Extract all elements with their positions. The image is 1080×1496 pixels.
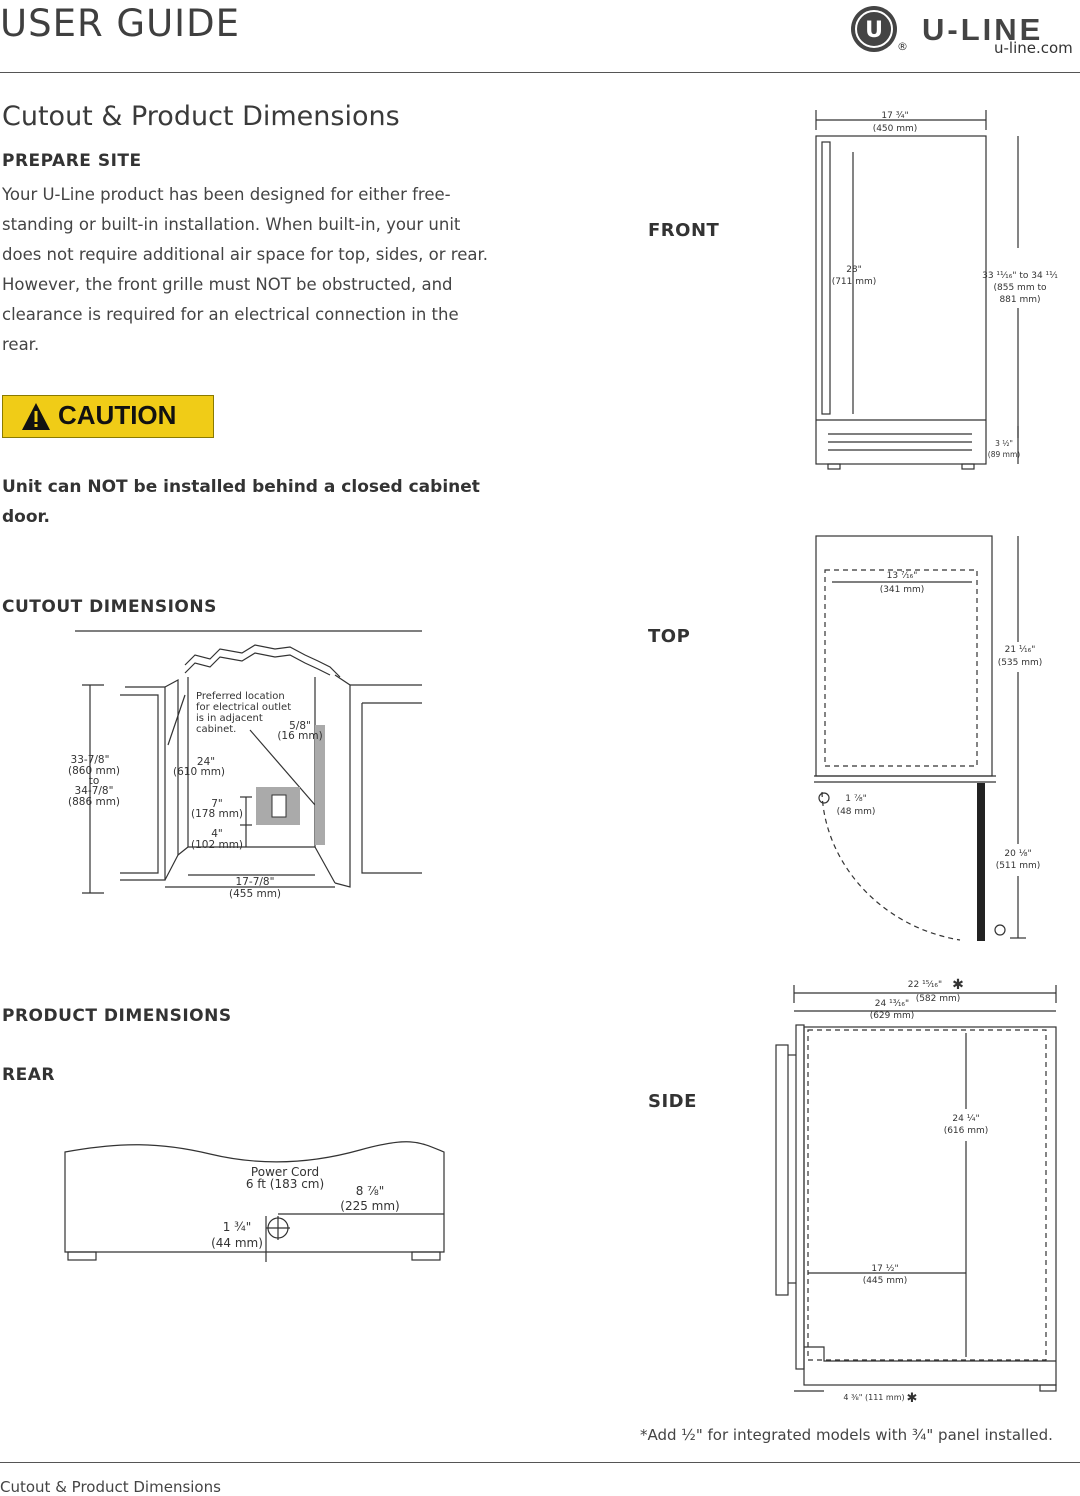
rear-side-1: 8 ⅞" bbox=[355, 1184, 385, 1198]
top-inner-2: (341 mm) bbox=[879, 585, 925, 595]
prepare-site-body: Your U-Line product has been designed for either free-standing or built-in installation. When built-in, your unit does not require additional air space for top, sides, or rear. However, the front grille must NOT be obstructed, and clearance is required for an electrical connection in the rear. bbox=[2, 185, 488, 354]
side-h1-1: 24 ¼" bbox=[952, 1114, 980, 1124]
cutout-h4-2: (102 mm) bbox=[190, 839, 244, 851]
side-bottom-star: ✱ bbox=[906, 1391, 918, 1405]
side-bottom: 4 ⅜" (111 mm) bbox=[843, 1393, 905, 1402]
top-door-2: (48 mm) bbox=[836, 807, 876, 817]
top-diagram bbox=[810, 532, 1080, 947]
cutout-height-5: (886 mm) bbox=[67, 796, 121, 808]
side-diagram bbox=[770, 975, 1070, 1405]
page-header-title: USER GUIDE bbox=[0, 2, 240, 45]
side-d2-1: 24 ¹³⁄₁₆" bbox=[874, 999, 910, 1009]
front-width-1: 17 ¾" bbox=[881, 111, 909, 121]
brand-name: U-LINE bbox=[922, 12, 1044, 47]
warning-text: Unit can NOT be installed behind a closed cabinet door. bbox=[2, 477, 480, 527]
footer-text: Cutout & Product Dimensions bbox=[0, 1478, 221, 1496]
top-swing-1: 20 ⅛" bbox=[1004, 849, 1032, 859]
cutout-depth-1: 24" bbox=[196, 756, 216, 768]
top-depth-2: (535 mm) bbox=[997, 658, 1043, 668]
front-height-1: 33 ¹¹⁄₁₆" to 34 ¹¹⁄₁ bbox=[982, 271, 1058, 281]
side-d1-star: ✱ bbox=[952, 977, 964, 993]
rear-heading: REAR bbox=[2, 1065, 55, 1085]
registered-mark: ® bbox=[897, 40, 908, 53]
front-grille-2: (89 mm) bbox=[987, 450, 1021, 459]
product-dimensions-heading: PRODUCT DIMENSIONS bbox=[2, 1006, 232, 1026]
front-height-3: 881 mm) bbox=[999, 295, 1041, 305]
brand-url[interactable]: u-line.com bbox=[994, 39, 1073, 57]
section-title: Cutout & Product Dimensions bbox=[2, 101, 400, 132]
rear-height-2: (44 mm) bbox=[211, 1236, 263, 1250]
cutout-inset-2: (16 mm) bbox=[277, 730, 323, 742]
front-height-2: (855 mm to bbox=[993, 283, 1047, 293]
cutout-heading: CUTOUT DIMENSIONS bbox=[2, 597, 217, 617]
top-swing-2: (511 mm) bbox=[995, 861, 1041, 871]
cutout-inset-1: 5/8" bbox=[289, 720, 311, 732]
rear-diagram bbox=[60, 1140, 450, 1270]
logo-letter: U bbox=[865, 18, 883, 43]
cutout-height-1: 33-7/8" bbox=[70, 754, 110, 766]
side-d2-2: (629 mm) bbox=[869, 1011, 915, 1021]
top-view-label: TOP bbox=[648, 626, 691, 647]
prepare-site-heading: PREPARE SITE bbox=[2, 151, 142, 171]
cutout-h4-1: 4" bbox=[211, 828, 223, 840]
side-d1-1: 22 ¹⁵⁄₁₆" bbox=[907, 980, 943, 990]
cutout-width-1: 17-7/8" bbox=[235, 876, 275, 888]
cutout-outlet-1: Preferred location bbox=[196, 691, 285, 702]
cutout-width-2: (455 mm) bbox=[228, 888, 282, 900]
front-grille-1: 3 ½" bbox=[995, 439, 1013, 448]
rear-cord-2: 6 ft (183 cm) bbox=[245, 1177, 325, 1191]
caution-label: CAUTION bbox=[58, 400, 177, 430]
cutout-diagram bbox=[60, 625, 440, 915]
rear-side-2: (225 mm) bbox=[340, 1199, 400, 1213]
side-h2-2: (445 mm) bbox=[862, 1276, 908, 1286]
cutout-height-4: 34-7/8" bbox=[74, 785, 114, 797]
caution-banner bbox=[2, 395, 214, 438]
front-handle-2: (711 mm) bbox=[831, 277, 877, 287]
footer-divider bbox=[0, 1462, 1080, 1463]
top-depth-1: 21 ¹⁄₁₆" bbox=[1004, 645, 1036, 655]
cutout-depth-2: (610 mm) bbox=[172, 766, 226, 778]
cutout-h7-1: 7" bbox=[211, 798, 223, 810]
u-line-logo-icon bbox=[849, 4, 899, 54]
cutout-height-3: to bbox=[88, 775, 100, 787]
side-d1-2: (582 mm) bbox=[915, 994, 961, 1004]
cutout-h7-2: (178 mm) bbox=[190, 808, 244, 820]
header-divider bbox=[0, 72, 1080, 73]
side-h1-2: (616 mm) bbox=[943, 1126, 989, 1136]
side-h2-1: 17 ½" bbox=[871, 1264, 899, 1274]
top-door-1: 1 ⅞" bbox=[845, 794, 867, 804]
side-view-label: SIDE bbox=[648, 1091, 697, 1112]
front-width-2: (450 mm) bbox=[872, 124, 918, 134]
integrated-models-note: *Add ½" for integrated models with ¾" panel installed. bbox=[640, 1426, 1053, 1444]
rear-height-1: 1 ¾" bbox=[222, 1220, 252, 1234]
rear-cord-1: Power Cord bbox=[250, 1165, 320, 1179]
cutout-outlet-4: cabinet. bbox=[196, 724, 237, 735]
front-handle-1: 28" bbox=[846, 265, 862, 275]
front-diagram bbox=[810, 108, 1080, 473]
front-view-label: FRONT bbox=[648, 220, 720, 241]
top-inner-1: 13 ⁷⁄₁₆" bbox=[886, 571, 918, 581]
cutout-outlet-2: for electrical outlet bbox=[196, 702, 292, 713]
cutout-height-2: (860 mm) bbox=[67, 765, 121, 777]
warning-triangle-icon bbox=[21, 402, 51, 432]
cutout-outlet-3: is in adjacent bbox=[196, 713, 263, 724]
